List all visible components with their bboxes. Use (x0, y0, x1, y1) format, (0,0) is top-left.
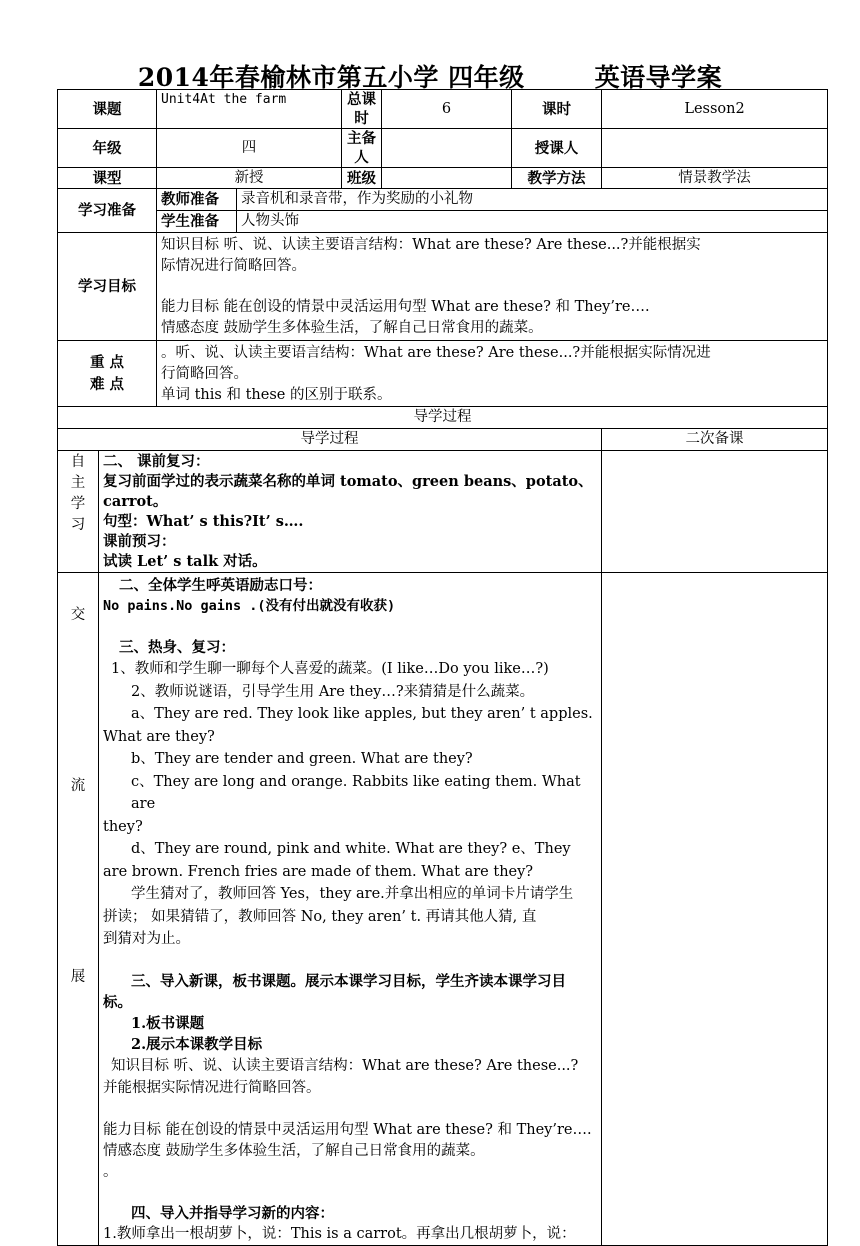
value-class (382, 168, 512, 189)
label-prep: 学习准备 (58, 189, 157, 233)
value-student-prep: 人物头饰 (237, 211, 828, 233)
label-main-preparer: 主备人 (342, 129, 382, 168)
self-study-l1: 二、 课前复习： (103, 453, 210, 470)
s3-riddle-d1: d、They are round, pink and white. What are they? e、They (131, 841, 571, 857)
label-grade: 年级 (58, 129, 157, 168)
value-method: 情景教学法 (602, 168, 828, 189)
s3-feedback-1: 学生猜对了，教师回答 Yes，they are.并拿出相应的单词卡片请学生 (131, 886, 574, 902)
self-study-l5: 试读 Let’ s talk 对话。 (103, 553, 267, 570)
s2-title: 二、全体学生呼英语励志口号： (119, 577, 322, 594)
s4-goal-4: 情感态度 鼓励学生多体验生活，了解自己日常食用的蔬菜。 (103, 1142, 485, 1159)
self-study-l4: 课前预习： (103, 533, 176, 550)
header-row-1 (58, 90, 828, 129)
label-teacher-prep: 教师准备 (157, 189, 237, 211)
lesson-plan-table (57, 89, 828, 1246)
process-heading-row (58, 407, 828, 429)
goals-content (157, 233, 828, 341)
s4-title-1: 三、导入新课，板书课题。展示本课学习目标，学生齐读本课学习目 (131, 972, 566, 990)
s3-feedback-2: 拼读； 如果猜错了，教师回答 No, they aren’ t. 再请其他人猜, 直 (103, 908, 537, 925)
s4-title-2: 标。 (103, 993, 132, 1011)
label-class: 班级 (342, 168, 382, 189)
key-points-content (157, 341, 828, 407)
s5-item1: 1.教师拿出一根胡萝卜，说：This is a carrot。再拿出几根胡萝卜，说： (103, 1225, 576, 1242)
label-self-study: 自 主 学 习 (58, 451, 99, 573)
value-lesson-type: 新授 (157, 168, 342, 189)
label-lesson-type: 课型 (58, 168, 157, 189)
s3-riddle-c1: c、They are long and orange. Rabbits like eating them. What are (131, 773, 581, 812)
key-line2: 行简略回答。 (161, 366, 248, 382)
s5-title: 四、导入并指导学习新的内容： (131, 1204, 334, 1222)
value-period: Lesson2 (602, 90, 828, 129)
s4-goal-5: 。 (103, 1163, 118, 1180)
label-teacher: 授课人 (512, 129, 602, 168)
s4-goal-1: 知识目标 听、说、认读主要语言结构：What are these? Are these...? (111, 1057, 579, 1074)
s3-item2: 2、教师说谜语，引导学生用 Are they…?来猜猜是什么蔬菜。 (131, 683, 535, 700)
value-total-periods: 6 (382, 90, 512, 129)
self-study-content (99, 451, 602, 573)
s4-item2: 2.展示本课教学目标 (131, 1035, 263, 1053)
value-main-preparer (382, 129, 512, 168)
header-row-3 (58, 168, 828, 189)
s3-riddle-d2: are brown. French fries are made of them. What are they? (103, 863, 534, 880)
s3-riddle-a1: a、They are red. They look like apples, but they aren’ t apples. (131, 706, 593, 722)
s3-riddle-a2: What are they? (103, 728, 215, 745)
s4-goal-3: 能力目标 能在创设的情景中灵活运用句型 What are these? 和 They’re…. (103, 1121, 592, 1138)
s4-item1: 1.板书课题 (131, 1014, 205, 1032)
label-topic: 课题 (58, 90, 157, 129)
process-col-side: 二次备课 (602, 429, 828, 451)
goals-row (58, 233, 828, 341)
label-period: 课时 (512, 90, 602, 129)
goal-knowledge-line1: 知识目标 听、说、认读主要语言结构：What are these? Are these...?并能根据实 (161, 237, 701, 253)
process-col-main: 导学过程 (58, 429, 602, 451)
value-teacher (602, 129, 828, 168)
goal-emotion: 情感态度 鼓励学生多体验生活，了解自己日常食用的蔬菜。 (161, 320, 543, 336)
s3-feedback-3: 到猜对为止。 (103, 931, 190, 947)
s3-item1: 1、教师和学生聊一聊每个人喜爱的蔬菜。(I like…Do you like…?) (111, 661, 549, 677)
label-method: 教学方法 (512, 168, 602, 189)
value-teacher-prep: 录音机和录音带，作为奖励的小礼物 (237, 189, 828, 211)
label-exchange: 交 流 展 (58, 573, 99, 1246)
label-key: 重 点 (89, 353, 125, 371)
label-goals: 学习目标 (58, 233, 157, 341)
self-study-notes (602, 451, 828, 573)
value-grade: 四 (157, 129, 342, 168)
self-study-l3: 句型：What’ s this?It’ s…. (103, 513, 304, 530)
s3-riddle-b: b、They are tender and green. What are they? (131, 751, 473, 767)
s4-goal-2: 并能根据实际情况进行简略回答。 (103, 1080, 321, 1096)
prep-row-student (58, 211, 828, 233)
label-difficult: 难 点 (89, 375, 125, 393)
process-columns-row (58, 429, 828, 451)
label-student-prep: 学生准备 (157, 211, 237, 233)
exchange-row (58, 573, 828, 1246)
self-study-l2: 复习前面学过的表示蔬菜名称的单词 tomato、green beans、potato、carrot。 (103, 473, 593, 510)
self-study-row (58, 451, 828, 573)
s3-riddle-c2: they? (103, 818, 143, 835)
label-key-points (58, 341, 157, 407)
exchange-content (99, 573, 602, 1246)
label-total-periods: 总课时 (342, 90, 382, 129)
process-heading: 导学过程 (58, 407, 828, 429)
value-topic: Unit4At the farm (157, 90, 342, 129)
key-points-row (58, 341, 828, 407)
title-subject: 英语导学案 (594, 63, 723, 92)
header-row-2 (58, 129, 828, 168)
prep-row-teacher (58, 189, 828, 211)
goal-ability: 能力目标 能在创设的情景中灵活运用句型 What are these? 和 They’re…. (161, 299, 650, 315)
s3-title: 三、热身、复习： (119, 639, 235, 656)
s2-line: No pains.No gains .(没有付出就没有收获) (103, 598, 396, 614)
goal-knowledge-line2: 际情况进行简略回答。 (161, 258, 306, 274)
key-line3: 单词 this 和 these 的区别于联系。 (161, 387, 392, 403)
key-line1: 。听、说、认读主要语言结构：What are these? Are these...?并能根据实际情况进 (161, 345, 711, 361)
title-main: 2014年春榆林市第五小学 四年级 (137, 63, 525, 92)
exchange-notes (602, 573, 828, 1246)
